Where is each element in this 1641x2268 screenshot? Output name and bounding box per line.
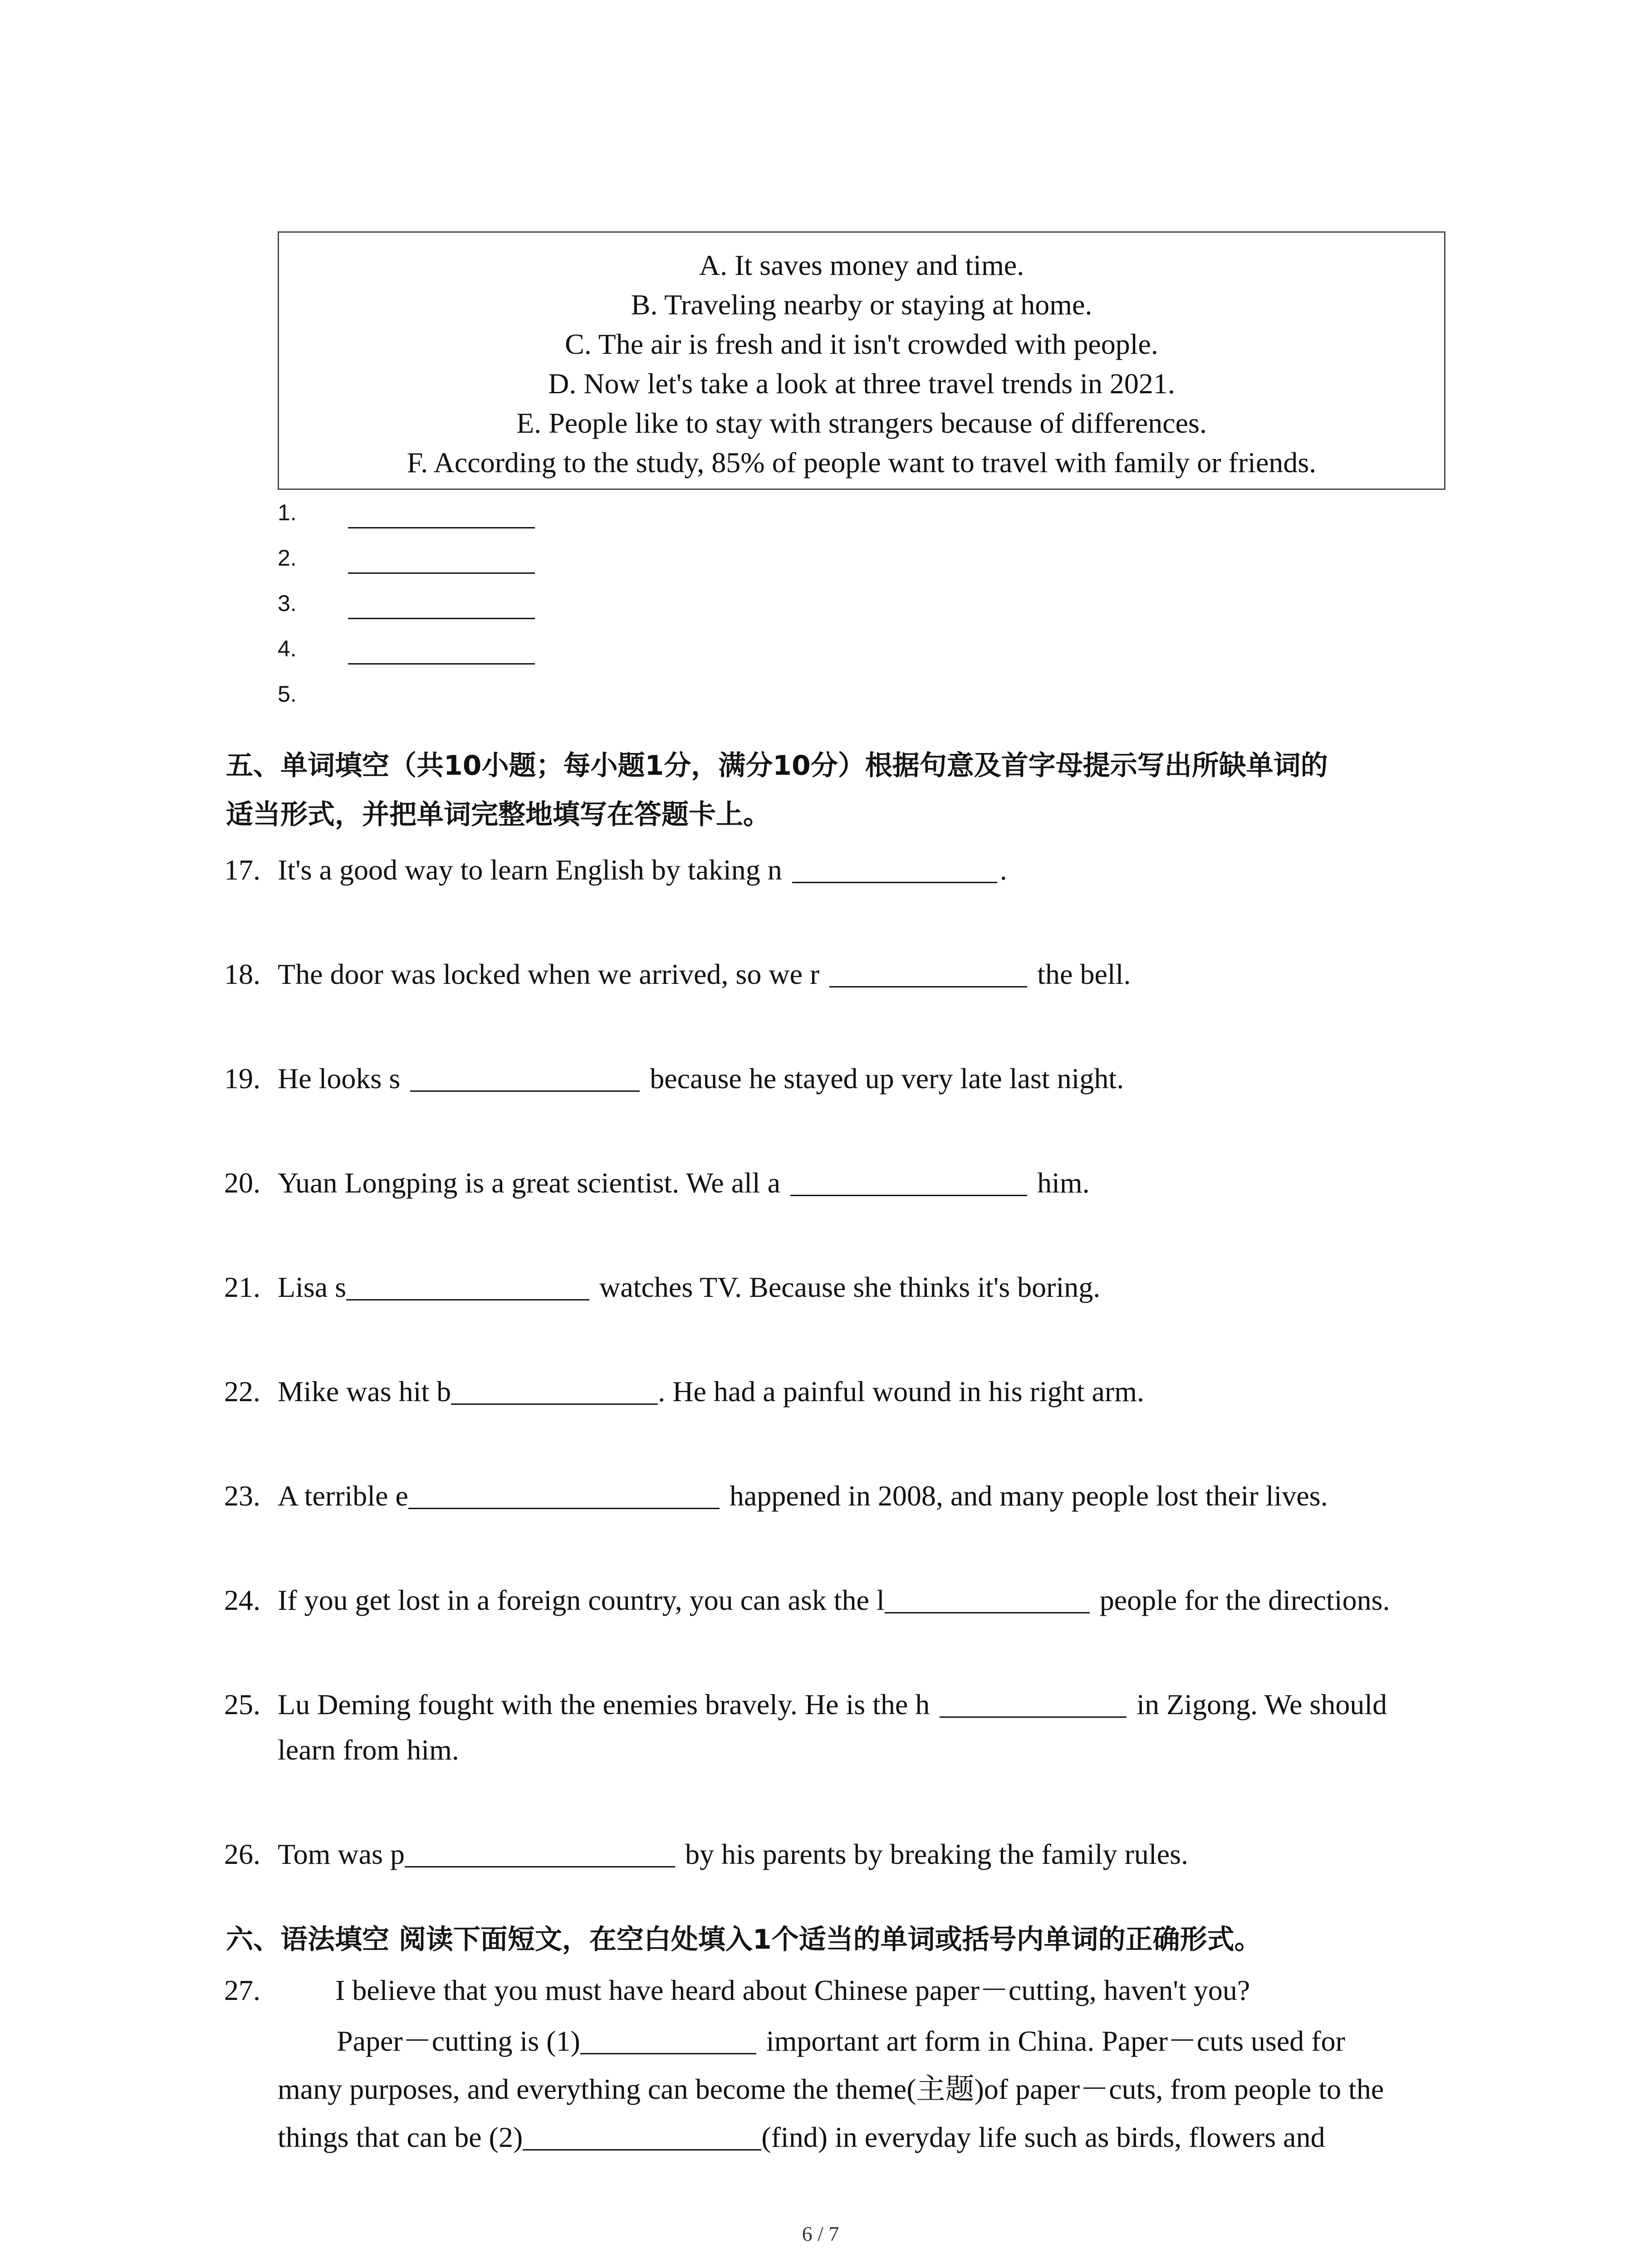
passage-27-line4	[278, 2115, 1325, 2160]
question-21	[224, 1265, 1100, 1310]
section-5-heading-line1: 五、单词填空（共10小题；每小题1分，满分10分）根据句意及首字母提示写出所缺单词的	[226, 750, 1328, 782]
question-text-before: The door was locked when we arrived, so we r	[278, 958, 827, 990]
fill-blank[interactable]	[451, 1372, 658, 1405]
answer-number: 2.	[278, 545, 297, 571]
question-17	[224, 847, 1007, 893]
passage-line1: I believe that you must have heard about Chinese paper－cutting, haven't you?	[335, 1974, 1250, 2006]
fill-blank[interactable]	[940, 1685, 1127, 1718]
question-text-after: the bell.	[1030, 958, 1131, 990]
fill-blank[interactable]	[346, 1267, 589, 1300]
fill-blank[interactable]	[829, 954, 1027, 987]
question-text-before: If you get lost in a foreign country, you can ask the l	[278, 1584, 885, 1616]
option-f: F. According to the study, 85% of people want to travel with family or friends.	[407, 446, 1317, 479]
section-5-heading	[226, 741, 1328, 839]
question-19	[224, 1056, 1124, 1101]
passage-27-line1	[224, 1968, 1250, 2013]
question-23	[224, 1473, 1328, 1519]
answer-row-5	[278, 680, 595, 726]
answer-number: 5.	[278, 681, 297, 707]
fill-blank-1[interactable]	[580, 2021, 756, 2054]
passage-27-line2	[337, 2019, 1345, 2064]
question-text-after: . He had a painful wound in his right arm.	[658, 1375, 1144, 1408]
fill-blank[interactable]	[790, 1163, 1027, 1196]
question-24	[224, 1578, 1390, 1623]
question-text-before: Tom was p	[278, 1838, 405, 1870]
answer-number: 4.	[278, 636, 297, 661]
question-18	[224, 952, 1131, 997]
answer-number: 1.	[278, 500, 297, 525]
fill-blank[interactable]	[408, 1476, 720, 1509]
answer-row-3	[278, 590, 595, 635]
question-26	[224, 1832, 1188, 1877]
fill-blank[interactable]	[405, 1834, 675, 1867]
page-number: 6 / 7	[802, 2222, 839, 2245]
answer-blank[interactable]	[348, 618, 535, 619]
answer-row-1	[278, 499, 595, 544]
question-text-before: Lu Deming fought with the enemies bravely. He is the h	[278, 1688, 937, 1721]
passage-27-line3: many purposes, and everything can become the theme(主题)of paper－cuts, from people to the	[278, 2073, 1384, 2105]
fill-blank-2[interactable]	[523, 2117, 761, 2151]
question-number: 24.	[224, 1584, 260, 1616]
section-6-heading: 六、语法填空 阅读下面短文，在空白处填入1个适当的单词或括号内单词的正确形式。	[226, 1924, 1262, 1955]
question-text-before: Yuan Longping is a great scientist. We all a	[278, 1167, 788, 1199]
question-text-after: people for the directions.	[1092, 1584, 1390, 1616]
question-text-after: in Zigong. We should	[1129, 1688, 1387, 1721]
question-number: 23.	[224, 1480, 260, 1512]
answer-blank[interactable]	[348, 663, 535, 665]
question-text-before: Mike was hit b	[278, 1375, 451, 1408]
passage-line4-before: things that can be (2)	[278, 2121, 523, 2153]
question-text-before: It's a good way to learn English by taking n	[278, 854, 789, 886]
question-text-after: him.	[1030, 1167, 1090, 1199]
question-number: 19.	[224, 1062, 260, 1095]
question-number: 26.	[224, 1838, 260, 1870]
option-c: C. The air is fresh and it isn't crowded with people.	[565, 328, 1158, 360]
question-text-after: because he stayed up very late last night.	[642, 1062, 1124, 1095]
question-text-after: .	[999, 854, 1007, 886]
question-20	[224, 1160, 1090, 1206]
question-number: 22.	[224, 1375, 260, 1408]
fill-blank[interactable]	[885, 1580, 1090, 1613]
answer-blank[interactable]	[348, 527, 535, 528]
question-25	[224, 1682, 1387, 1773]
option-b: B. Traveling nearby or staying at home.	[631, 288, 1092, 321]
question-number: 25.	[224, 1688, 260, 1721]
option-d: D. Now let's take a look at three travel trends in 2021.	[548, 367, 1175, 400]
answer-number: 3.	[278, 591, 297, 616]
section-5-heading-line2: 适当形式，并把单词完整地填写在答题卡上。	[226, 799, 770, 831]
question-text-after: by his parents by breaking the family rules.	[677, 1838, 1188, 1870]
fill-blank[interactable]	[792, 850, 997, 883]
question-number: 17.	[224, 854, 260, 886]
question-number: 27.	[224, 1974, 260, 2006]
question-continuation: learn from him.	[278, 1734, 459, 1766]
answer-blank[interactable]	[348, 572, 535, 574]
question-text-after: happened in 2008, and many people lost their lives.	[722, 1480, 1328, 1512]
question-number: 21.	[224, 1271, 260, 1303]
option-e: E. People like to stay with strangers because of differences.	[516, 407, 1207, 439]
passage-line2-before: Paper－cutting is (1)	[337, 2025, 580, 2057]
question-text-after: watches TV. Because she thinks it's boring.	[592, 1271, 1101, 1303]
question-22	[224, 1369, 1144, 1414]
option-a: A. It saves money and time.	[699, 249, 1024, 281]
options-box	[278, 231, 1445, 490]
passage-line2-after: important art form in China. Paper－cuts used for	[759, 2025, 1345, 2057]
question-text-before: Lisa s	[278, 1271, 347, 1303]
question-text-before: He looks s	[278, 1062, 408, 1095]
question-text-before: A terrible e	[278, 1480, 408, 1512]
question-number: 18.	[224, 958, 260, 990]
fill-blank[interactable]	[410, 1059, 640, 1092]
answer-row-4	[278, 635, 595, 680]
answer-row-2	[278, 544, 595, 590]
question-number: 20.	[224, 1167, 260, 1199]
passage-line4-after: (find) in everyday life such as birds, flowers and	[761, 2121, 1325, 2153]
